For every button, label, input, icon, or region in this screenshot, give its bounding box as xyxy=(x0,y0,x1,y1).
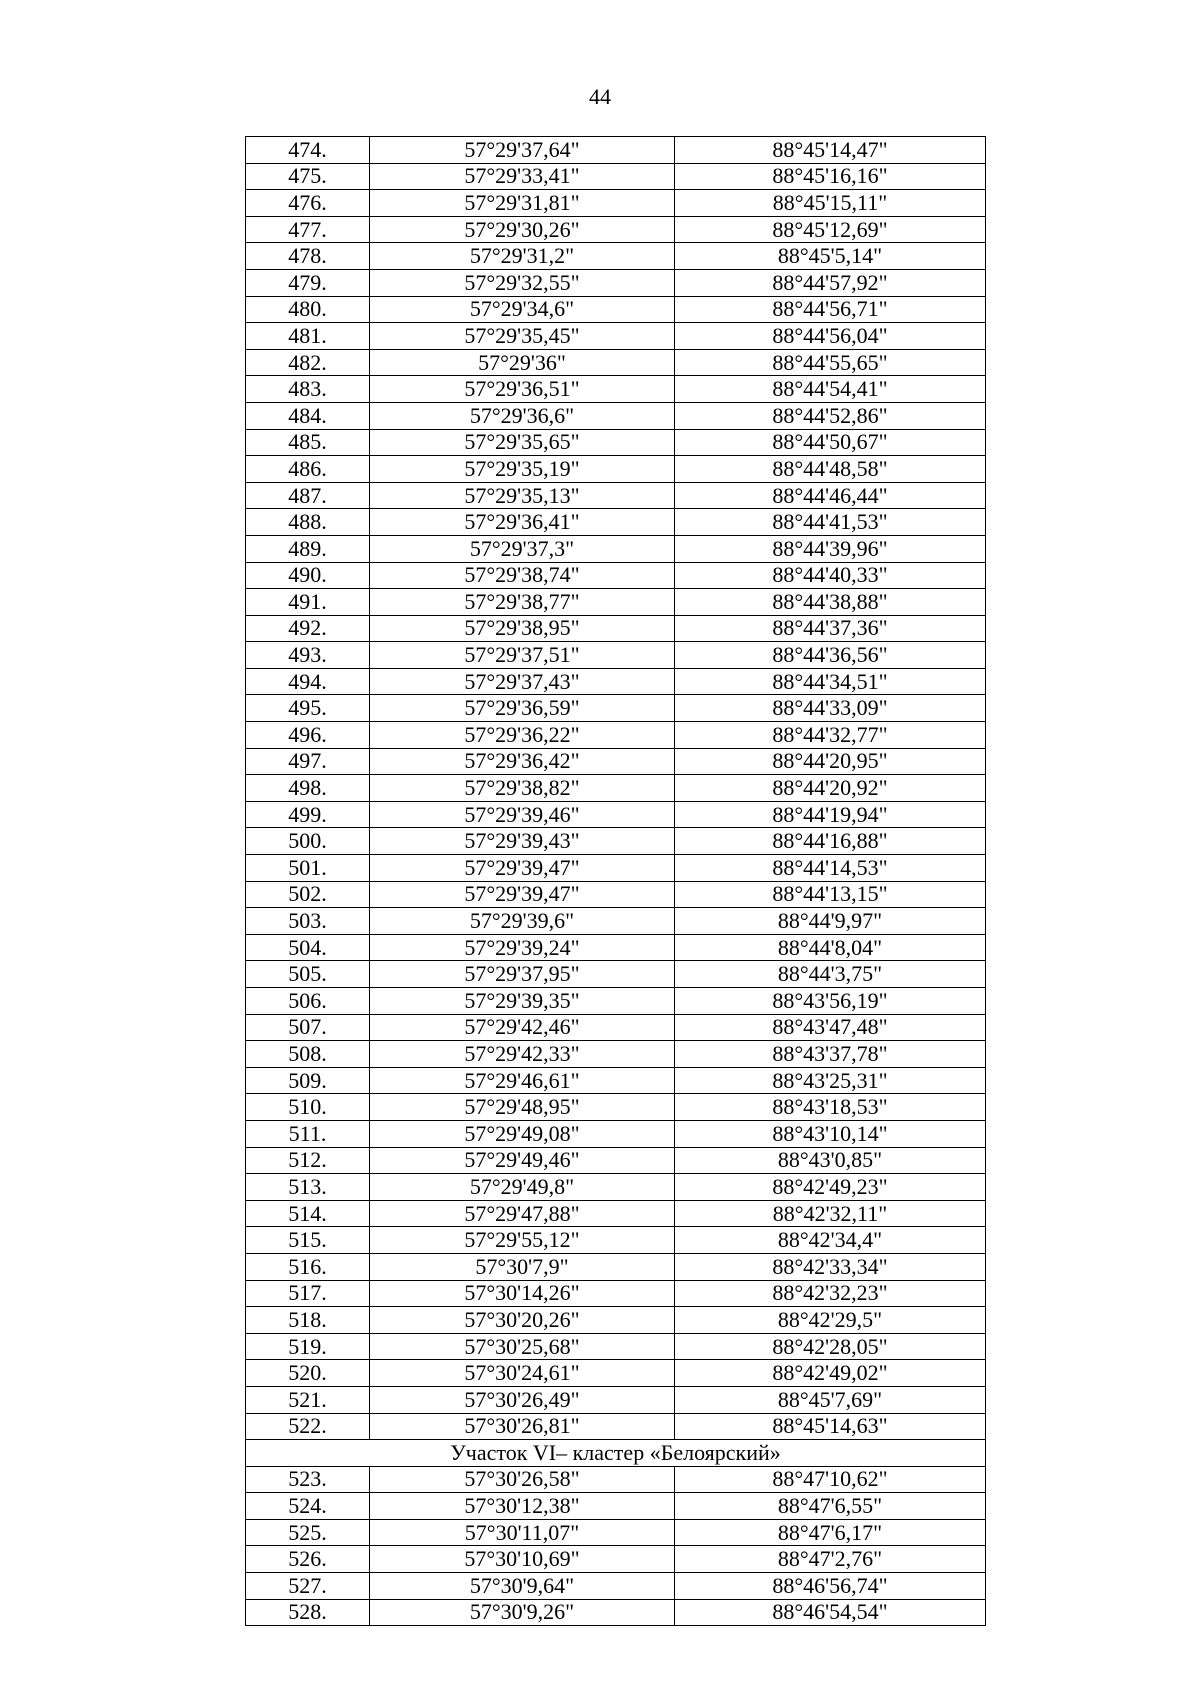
longitude-cell: 88°45'12,69" xyxy=(675,216,986,243)
point-number-cell: 525. xyxy=(246,1519,370,1546)
latitude-cell: 57°29'55,12" xyxy=(370,1227,675,1254)
point-number-cell: 524. xyxy=(246,1493,370,1520)
point-number-cell: 509. xyxy=(246,1067,370,1094)
longitude-cell: 88°45'14,63" xyxy=(675,1413,986,1440)
latitude-cell: 57°30'25,68" xyxy=(370,1333,675,1360)
longitude-cell: 88°44'34,51" xyxy=(675,668,986,695)
latitude-cell: 57°29'39,43" xyxy=(370,828,675,855)
latitude-cell: 57°29'37,51" xyxy=(370,642,675,669)
point-number-cell: 477. xyxy=(246,216,370,243)
longitude-cell: 88°45'5,14" xyxy=(675,243,986,270)
latitude-cell: 57°29'36,22" xyxy=(370,722,675,749)
table-row xyxy=(246,243,986,270)
table-row xyxy=(246,748,986,775)
longitude-cell: 88°43'25,31" xyxy=(675,1067,986,1094)
longitude-cell: 88°44'48,58" xyxy=(675,456,986,483)
longitude-cell: 88°47'6,17" xyxy=(675,1519,986,1546)
latitude-cell: 57°29'32,55" xyxy=(370,269,675,296)
longitude-cell: 88°44'32,77" xyxy=(675,722,986,749)
longitude-cell: 88°42'28,05" xyxy=(675,1333,986,1360)
point-number-cell: 483. xyxy=(246,376,370,403)
latitude-cell: 57°29'36,41" xyxy=(370,509,675,536)
table-row xyxy=(246,722,986,749)
latitude-cell: 57°29'35,45" xyxy=(370,323,675,350)
latitude-cell: 57°29'36" xyxy=(370,349,675,376)
point-number-cell: 499. xyxy=(246,801,370,828)
longitude-cell: 88°47'10,62" xyxy=(675,1466,986,1493)
table-row xyxy=(246,296,986,323)
longitude-cell: 88°44'50,67" xyxy=(675,429,986,456)
table-row xyxy=(246,1120,986,1147)
table-row xyxy=(246,535,986,562)
point-number-cell: 489. xyxy=(246,535,370,562)
latitude-cell: 57°30'26,81" xyxy=(370,1413,675,1440)
point-number-cell: 521. xyxy=(246,1386,370,1413)
table-row xyxy=(246,190,986,217)
longitude-cell: 88°42'34,4" xyxy=(675,1227,986,1254)
table-row xyxy=(246,615,986,642)
longitude-cell: 88°44'37,36" xyxy=(675,615,986,642)
table-row xyxy=(246,961,986,988)
latitude-cell: 57°29'38,82" xyxy=(370,775,675,802)
longitude-cell: 88°42'33,34" xyxy=(675,1253,986,1280)
table-row xyxy=(246,1227,986,1254)
table-row xyxy=(246,269,986,296)
latitude-cell: 57°30'26,49" xyxy=(370,1386,675,1413)
point-number-cell: 496. xyxy=(246,722,370,749)
latitude-cell: 57°29'49,46" xyxy=(370,1147,675,1174)
point-number-cell: 479. xyxy=(246,269,370,296)
latitude-cell: 57°29'37,64" xyxy=(370,137,675,164)
longitude-cell: 88°44'3,75" xyxy=(675,961,986,988)
point-number-cell: 512. xyxy=(246,1147,370,1174)
point-number-cell: 526. xyxy=(246,1546,370,1573)
table-row xyxy=(246,1253,986,1280)
latitude-cell: 57°29'38,74" xyxy=(370,562,675,589)
table-row xyxy=(246,642,986,669)
longitude-cell: 88°44'39,96" xyxy=(675,535,986,562)
table-row xyxy=(246,828,986,855)
longitude-cell: 88°43'18,53" xyxy=(675,1094,986,1121)
point-number-cell: 504. xyxy=(246,934,370,961)
latitude-cell: 57°29'37,95" xyxy=(370,961,675,988)
longitude-cell: 88°44'13,15" xyxy=(675,881,986,908)
table-row xyxy=(246,323,986,350)
latitude-cell: 57°29'39,47" xyxy=(370,881,675,908)
latitude-cell: 57°29'39,47" xyxy=(370,855,675,882)
table-row xyxy=(246,216,986,243)
table-row xyxy=(246,1546,986,1573)
longitude-cell: 88°44'38,88" xyxy=(675,589,986,616)
longitude-cell: 88°44'16,88" xyxy=(675,828,986,855)
point-number-cell: 502. xyxy=(246,881,370,908)
table-row xyxy=(246,1360,986,1387)
longitude-cell: 88°44'41,53" xyxy=(675,509,986,536)
table-row xyxy=(246,1493,986,1520)
longitude-cell: 88°43'56,19" xyxy=(675,988,986,1015)
point-number-cell: 484. xyxy=(246,402,370,429)
longitude-cell: 88°43'10,14" xyxy=(675,1120,986,1147)
latitude-cell: 57°29'31,2" xyxy=(370,243,675,270)
latitude-cell: 57°29'38,77" xyxy=(370,589,675,616)
longitude-cell: 88°44'54,41" xyxy=(675,376,986,403)
table-row xyxy=(246,1041,986,1068)
latitude-cell: 57°29'37,3" xyxy=(370,535,675,562)
table-row xyxy=(246,1519,986,1546)
point-number-cell: 503. xyxy=(246,908,370,935)
latitude-cell: 57°29'39,6" xyxy=(370,908,675,935)
point-number-cell: 520. xyxy=(246,1360,370,1387)
point-number-cell: 500. xyxy=(246,828,370,855)
longitude-cell: 88°44'56,71" xyxy=(675,296,986,323)
point-number-cell: 506. xyxy=(246,988,370,1015)
point-number-cell: 494. xyxy=(246,668,370,695)
table-row xyxy=(246,1200,986,1227)
point-number-cell: 519. xyxy=(246,1333,370,1360)
point-number-cell: 478. xyxy=(246,243,370,270)
table-row xyxy=(246,801,986,828)
longitude-cell: 88°44'20,92" xyxy=(675,775,986,802)
point-number-cell: 492. xyxy=(246,615,370,642)
latitude-cell: 57°30'12,38" xyxy=(370,1493,675,1520)
point-number-cell: 487. xyxy=(246,482,370,509)
latitude-cell: 57°29'33,41" xyxy=(370,163,675,190)
latitude-cell: 57°29'39,24" xyxy=(370,934,675,961)
point-number-cell: 508. xyxy=(246,1041,370,1068)
table-row xyxy=(246,1147,986,1174)
table-row xyxy=(246,1067,986,1094)
latitude-cell: 57°30'10,69" xyxy=(370,1546,675,1573)
longitude-cell: 88°45'14,47" xyxy=(675,137,986,164)
table-row xyxy=(246,1333,986,1360)
latitude-cell: 57°29'46,61" xyxy=(370,1067,675,1094)
latitude-cell: 57°29'36,42" xyxy=(370,748,675,775)
longitude-cell: 88°42'29,5" xyxy=(675,1307,986,1334)
latitude-cell: 57°29'35,65" xyxy=(370,429,675,456)
point-number-cell: 491. xyxy=(246,589,370,616)
latitude-cell: 57°29'34,6" xyxy=(370,296,675,323)
longitude-cell: 88°46'56,74" xyxy=(675,1573,986,1600)
table-row xyxy=(246,482,986,509)
latitude-cell: 57°29'49,8" xyxy=(370,1174,675,1201)
point-number-cell: 516. xyxy=(246,1253,370,1280)
latitude-cell: 57°29'49,08" xyxy=(370,1120,675,1147)
point-number-cell: 475. xyxy=(246,163,370,190)
point-number-cell: 497. xyxy=(246,748,370,775)
latitude-cell: 57°29'36,51" xyxy=(370,376,675,403)
table-row xyxy=(246,881,986,908)
table-row xyxy=(246,137,986,164)
page-number: 44 xyxy=(589,84,611,109)
point-number-cell: 522. xyxy=(246,1413,370,1440)
latitude-cell: 57°30'9,64" xyxy=(370,1573,675,1600)
coordinates-table xyxy=(245,136,986,1626)
point-number-cell: 476. xyxy=(246,190,370,217)
longitude-cell: 88°42'32,11" xyxy=(675,1200,986,1227)
table-row xyxy=(246,1174,986,1201)
point-number-cell: 488. xyxy=(246,509,370,536)
table-row xyxy=(246,934,986,961)
point-number-cell: 474. xyxy=(246,137,370,164)
table-row xyxy=(246,1599,986,1626)
table-row xyxy=(246,509,986,536)
section-heading-row xyxy=(246,1440,986,1467)
longitude-cell: 88°43'47,48" xyxy=(675,1014,986,1041)
latitude-cell: 57°29'42,33" xyxy=(370,1041,675,1068)
longitude-cell: 88°43'37,78" xyxy=(675,1041,986,1068)
point-number-cell: 486. xyxy=(246,456,370,483)
table-row xyxy=(246,562,986,589)
table-row xyxy=(246,988,986,1015)
longitude-cell: 88°43'0,85" xyxy=(675,1147,986,1174)
latitude-cell: 57°29'42,46" xyxy=(370,1014,675,1041)
point-number-cell: 507. xyxy=(246,1014,370,1041)
point-number-cell: 482. xyxy=(246,349,370,376)
point-number-cell: 481. xyxy=(246,323,370,350)
point-number-cell: 501. xyxy=(246,855,370,882)
table-row xyxy=(246,402,986,429)
section-heading: Участок VI– кластер «Белоярский» xyxy=(246,1440,986,1467)
point-number-cell: 528. xyxy=(246,1599,370,1626)
point-number-cell: 493. xyxy=(246,642,370,669)
table-row xyxy=(246,1094,986,1121)
longitude-cell: 88°44'46,44" xyxy=(675,482,986,509)
latitude-cell: 57°29'31,81" xyxy=(370,190,675,217)
longitude-cell: 88°44'52,86" xyxy=(675,402,986,429)
longitude-cell: 88°44'20,95" xyxy=(675,748,986,775)
point-number-cell: 485. xyxy=(246,429,370,456)
longitude-cell: 88°47'6,55" xyxy=(675,1493,986,1520)
point-number-cell: 515. xyxy=(246,1227,370,1254)
point-number-cell: 518. xyxy=(246,1307,370,1334)
point-number-cell: 523. xyxy=(246,1466,370,1493)
longitude-cell: 88°44'56,04" xyxy=(675,323,986,350)
table-row xyxy=(246,775,986,802)
table-row xyxy=(246,1413,986,1440)
latitude-cell: 57°29'36,59" xyxy=(370,695,675,722)
longitude-cell: 88°42'32,23" xyxy=(675,1280,986,1307)
table-row xyxy=(246,456,986,483)
table-row xyxy=(246,429,986,456)
point-number-cell: 511. xyxy=(246,1120,370,1147)
latitude-cell: 57°30'26,58" xyxy=(370,1466,675,1493)
point-number-cell: 495. xyxy=(246,695,370,722)
latitude-cell: 57°29'36,6" xyxy=(370,402,675,429)
table-row xyxy=(246,589,986,616)
longitude-cell: 88°45'7,69" xyxy=(675,1386,986,1413)
longitude-cell: 88°42'49,23" xyxy=(675,1174,986,1201)
latitude-cell: 57°29'39,46" xyxy=(370,801,675,828)
table-row xyxy=(246,855,986,882)
table-row xyxy=(246,1386,986,1413)
point-number-cell: 527. xyxy=(246,1573,370,1600)
latitude-cell: 57°30'9,26" xyxy=(370,1599,675,1626)
longitude-cell: 88°44'8,04" xyxy=(675,934,986,961)
point-number-cell: 498. xyxy=(246,775,370,802)
latitude-cell: 57°30'7,9" xyxy=(370,1253,675,1280)
longitude-cell: 88°44'57,92" xyxy=(675,269,986,296)
point-number-cell: 513. xyxy=(246,1174,370,1201)
latitude-cell: 57°29'38,95" xyxy=(370,615,675,642)
latitude-cell: 57°30'20,26" xyxy=(370,1307,675,1334)
point-number-cell: 480. xyxy=(246,296,370,323)
longitude-cell: 88°44'14,53" xyxy=(675,855,986,882)
point-number-cell: 505. xyxy=(246,961,370,988)
table-row xyxy=(246,668,986,695)
point-number-cell: 517. xyxy=(246,1280,370,1307)
latitude-cell: 57°29'35,19" xyxy=(370,456,675,483)
longitude-cell: 88°46'54,54" xyxy=(675,1599,986,1626)
latitude-cell: 57°29'48,95" xyxy=(370,1094,675,1121)
table-row xyxy=(246,1573,986,1600)
longitude-cell: 88°42'49,02" xyxy=(675,1360,986,1387)
table-row xyxy=(246,1466,986,1493)
latitude-cell: 57°30'24,61" xyxy=(370,1360,675,1387)
longitude-cell: 88°44'40,33" xyxy=(675,562,986,589)
coordinates-table-body xyxy=(246,137,986,1626)
point-number-cell: 510. xyxy=(246,1094,370,1121)
latitude-cell: 57°30'11,07" xyxy=(370,1519,675,1546)
table-row xyxy=(246,908,986,935)
point-number-cell: 490. xyxy=(246,562,370,589)
longitude-cell: 88°44'36,56" xyxy=(675,642,986,669)
latitude-cell: 57°29'47,88" xyxy=(370,1200,675,1227)
table-row xyxy=(246,1280,986,1307)
latitude-cell: 57°30'14,26" xyxy=(370,1280,675,1307)
table-row xyxy=(246,1307,986,1334)
longitude-cell: 88°45'15,11" xyxy=(675,190,986,217)
table-row xyxy=(246,349,986,376)
longitude-cell: 88°44'33,09" xyxy=(675,695,986,722)
longitude-cell: 88°45'16,16" xyxy=(675,163,986,190)
longitude-cell: 88°47'2,76" xyxy=(675,1546,986,1573)
latitude-cell: 57°29'30,26" xyxy=(370,216,675,243)
point-number-cell: 514. xyxy=(246,1200,370,1227)
latitude-cell: 57°29'37,43" xyxy=(370,668,675,695)
table-row xyxy=(246,376,986,403)
longitude-cell: 88°44'9,97" xyxy=(675,908,986,935)
longitude-cell: 88°44'19,94" xyxy=(675,801,986,828)
table-row xyxy=(246,1014,986,1041)
latitude-cell: 57°29'39,35" xyxy=(370,988,675,1015)
table-row xyxy=(246,163,986,190)
latitude-cell: 57°29'35,13" xyxy=(370,482,675,509)
longitude-cell: 88°44'55,65" xyxy=(675,349,986,376)
table-row xyxy=(246,695,986,722)
